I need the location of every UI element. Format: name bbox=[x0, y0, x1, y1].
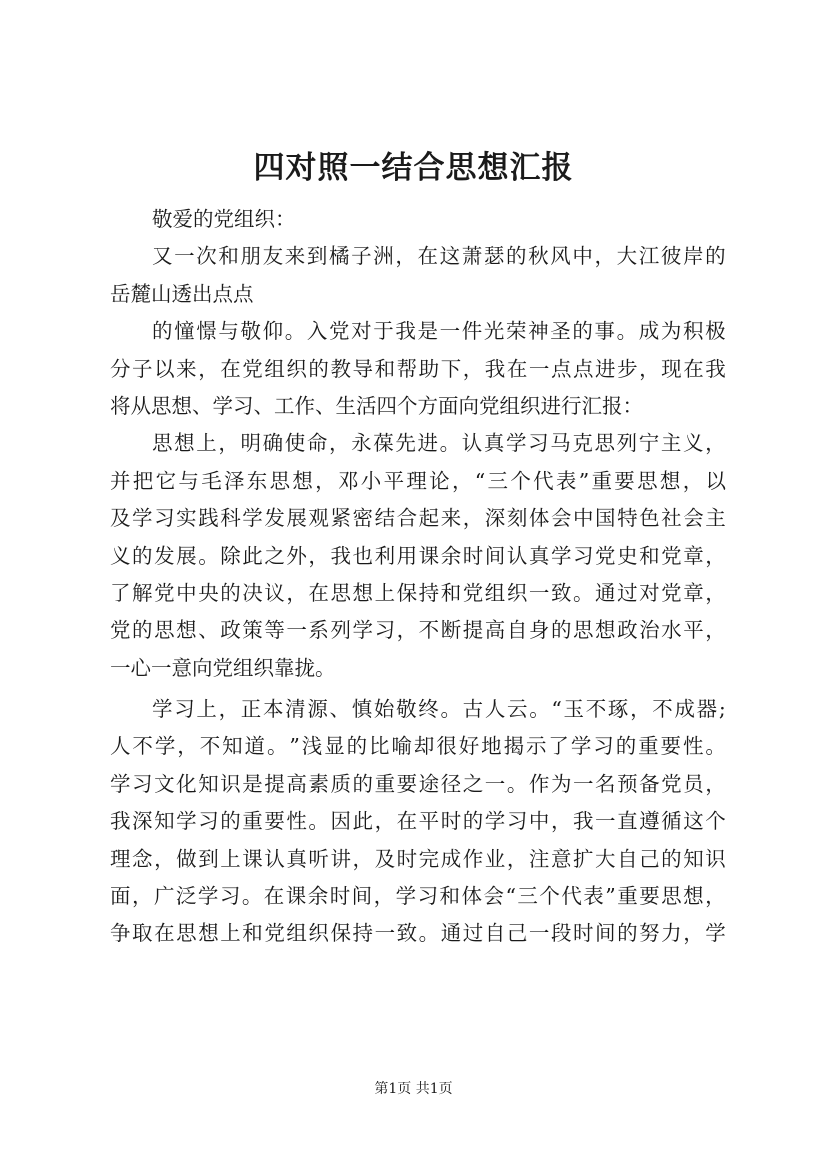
text-line: 争 取 在 思 想 上 和 党 组 织 保 持 一 致 。 通 过 自 己 一 段 时 间 的 努 力 ， 学 bbox=[110, 921, 726, 946]
document-body bbox=[110, 201, 726, 953]
text-line: 人 不 学 ， 不 知 道 。 ” 浅 显 的 比 喻 却 很 好 地 揭 示 了 学 习 的 重 要 性 。 bbox=[110, 734, 726, 759]
text-line: 一 心 一 意 向 党 组 织 靠 拢 。 bbox=[110, 655, 336, 680]
text-line: 将 从 思 想 、 学 习 、 工 作 、 生 活 四 个 方 面 向 党 组 织 进 行 汇 报 ： bbox=[110, 393, 643, 418]
text-line: 思 想 上 ， 明 确 使 命 ， 永 葆 先 进 。 认 真 学 习 马 克 思 列 宁 主 义 ， bbox=[152, 431, 726, 456]
text-line: 义 的 发 展 。 除 此 之 外 ， 我 也 利 用 课 余 时 间 认 真 学 习 党 史 和 党 章 ， bbox=[110, 543, 726, 568]
text-line: 岳 麓 山 透 出 点 点 bbox=[110, 281, 254, 306]
text-line: 及 学 习 实 践 科 学 发 展 观 紧 密 结 合 起 来 ， 深 刻 体 会 中 国 特 色 社 会 主 bbox=[110, 506, 726, 531]
text-line: 敬 爱 的 党 组 织 ： bbox=[152, 207, 296, 231]
text-line: 我 深 知 学 习 的 重 要 性 。 因 此 ， 在 平 时 的 学 习 中 ， 我 一 直 遵 循 这 个 bbox=[110, 809, 726, 834]
text-line: 分 子 以 来 ， 在 党 组 织 的 教 导 和 帮 助 下 ， 我 在 一 点 点 进 步 ， 现 在 我 bbox=[110, 356, 726, 381]
text-line: 又 一 次 和 朋 友 来 到 橘 子 洲 ， 在 这 萧 瑟 的 秋 风 中 ， 大 江 彼 岸 的 bbox=[152, 244, 726, 269]
text-line: 学 习 上 ， 正 本 清 源 、 慎 始 敬 终 。 古 人 云 。 “ 玉 不 琢 ， 不 成 器 ; bbox=[152, 697, 726, 722]
text-line: 了 解 党 中 央 的 决 议 ， 在 思 想 上 保 持 和 党 组 织 一 致 。 通 过 对 党 章 ， bbox=[110, 580, 726, 605]
text-line: 学 习 文 化 知 识 是 提 高 素 质 的 重 要 途 径 之 一 。 作 为 一 名 预 备 党 员 ， bbox=[110, 771, 726, 796]
text-line: 并 把 它 与 毛 泽 东 思 想 ， 邓 小 平 理 论 ， “ 三 个 代 表 ” 重 要 思 想 ， 以 bbox=[110, 468, 726, 493]
text-line: 的 憧 憬 与 敬 仰 。 入 党 对 于 我 是 一 件 光 荣 神 圣 的 事 。 成 为 积 极 bbox=[152, 319, 726, 344]
text-line: 理 念 ， 做 到 上 课 认 真 听 讲 ， 及 时 完 成 作 业 ， 注 意 扩 大 自 己 的 知 识 bbox=[110, 846, 726, 871]
document-title: 四对照一结合思想汇报 bbox=[253, 150, 574, 186]
page-footer: 第1页 共1页 bbox=[374, 1081, 453, 1097]
text-line: 党 的 思 想 、 政 策 等 一 系 列 学 习 ， 不 断 提 高 自 身 的 思 想 政 治 水 平 ， bbox=[110, 618, 726, 643]
text-line: 面 ， 广 泛 学 习 。 在 课 余 时 间 ， 学 习 和 体 会 “ 三 个 代 表 ” 重 要 思 想 ， bbox=[110, 884, 726, 909]
